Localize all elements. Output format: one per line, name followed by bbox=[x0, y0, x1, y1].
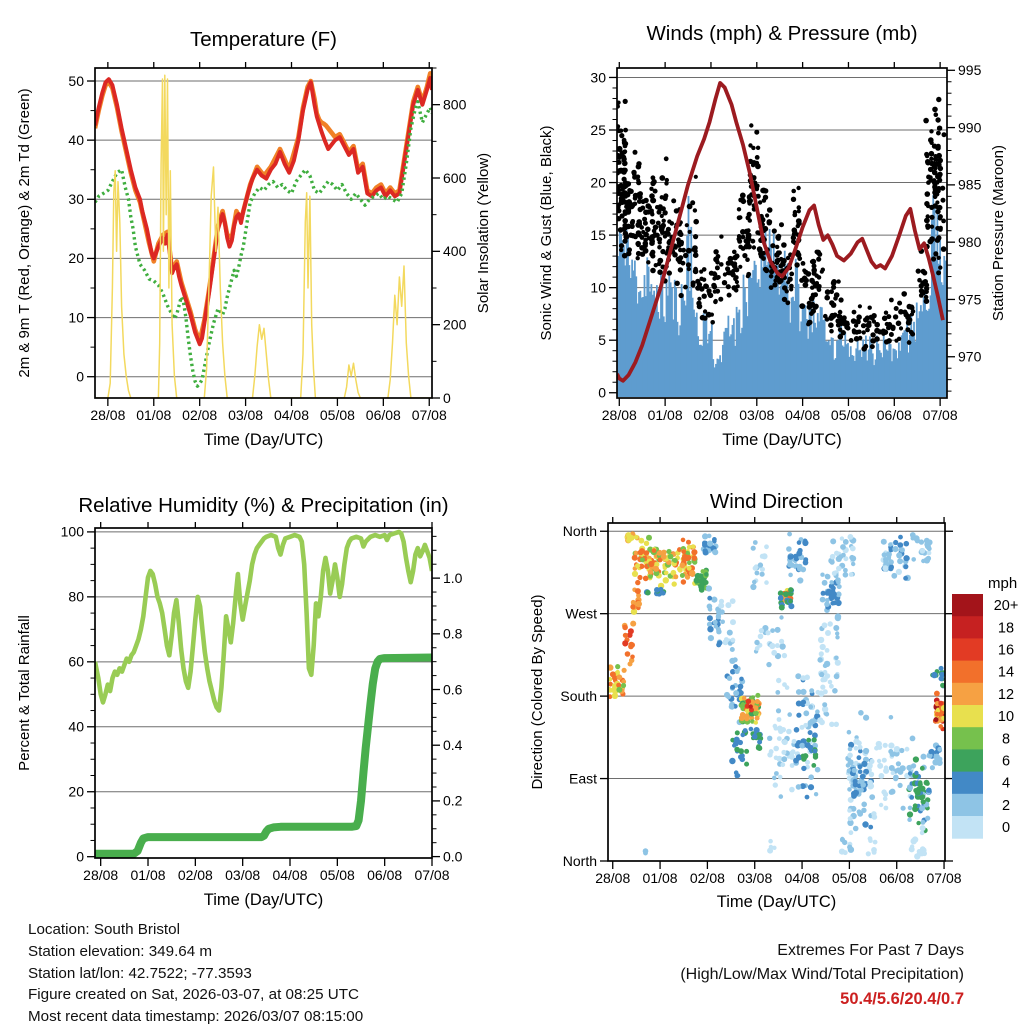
y-tick-label: 20 bbox=[590, 174, 606, 191]
y-tick-label: 10 bbox=[590, 279, 606, 296]
y-right-tick-label: 600 bbox=[443, 169, 467, 186]
y-tick-label: South bbox=[560, 687, 597, 704]
colorbar-cell bbox=[952, 772, 983, 795]
x-tick-label: 03/08 bbox=[225, 867, 261, 883]
x-tick-label: 04/08 bbox=[784, 870, 820, 886]
station-elevation: Station elevation: 349.64 m bbox=[28, 942, 213, 960]
wind-direction-dots bbox=[606, 531, 947, 859]
x-tick-label: 02/08 bbox=[693, 407, 729, 423]
y-right-tick-label: 0.0 bbox=[443, 848, 463, 865]
temperature-ylabel-left: 2m & 9m T (Red, Orange) & 2m Td (Green) bbox=[16, 88, 33, 378]
humidity-precip-panel bbox=[16, 494, 463, 909]
colorbar-cell bbox=[952, 616, 983, 639]
humidity-precip-title: Relative Humidity (%) & Precipitation (in) bbox=[78, 494, 449, 517]
colorbar-label: 2 bbox=[1001, 797, 1011, 814]
temperature-ylabel-right: Solar Insolation (Yellow) bbox=[475, 152, 492, 314]
colorbar-cell bbox=[952, 661, 983, 684]
recent-data-timestamp: Most recent data timestamp: 2026/03/07 08:15:00 bbox=[28, 1008, 364, 1026]
x-tick-label: 05/08 bbox=[319, 407, 355, 423]
colorbar-cell bbox=[952, 594, 983, 617]
y-right-tick-label: 985 bbox=[958, 176, 982, 193]
colorbar-label: 18 bbox=[997, 620, 1015, 637]
x-tick-label: 03/08 bbox=[228, 407, 264, 423]
y-tick-label: East bbox=[568, 770, 597, 787]
y-tick-label: 100 bbox=[60, 523, 84, 540]
colorbar-label: 12 bbox=[997, 686, 1015, 703]
x-tick-label: 05/08 bbox=[830, 407, 866, 423]
y-right-tick-label: 980 bbox=[958, 233, 982, 250]
speed-colorbar bbox=[952, 575, 1018, 839]
dewpoint-2m-green bbox=[95, 102, 432, 387]
x-tick-label: 04/08 bbox=[272, 867, 308, 883]
y-tick-label: West bbox=[565, 605, 597, 622]
x-tick-label: 07/08 bbox=[414, 867, 450, 883]
colorbar-label: 0 bbox=[1001, 820, 1011, 837]
winds-pressure-panel bbox=[538, 22, 1007, 449]
x-tick-label: 28/08 bbox=[595, 870, 631, 886]
y-right-tick-label: 0.8 bbox=[443, 625, 463, 642]
y-tick-label: 15 bbox=[590, 226, 606, 243]
y-right-tick-label: 0.4 bbox=[443, 737, 463, 754]
y-right-tick-label: 0 bbox=[443, 389, 451, 406]
y-right-tick-label: 995 bbox=[958, 62, 982, 79]
y-tick-label: 0 bbox=[76, 848, 84, 865]
y-tick-label: 0 bbox=[598, 384, 606, 401]
colorbar-cell bbox=[952, 794, 983, 817]
y-tick-label: 25 bbox=[590, 121, 606, 138]
x-tick-label: 01/08 bbox=[647, 407, 683, 423]
extremes-subtitle: (High/Low/Max Wind/Total Precipitation) bbox=[680, 966, 964, 983]
wind-direction-xlabel: Time (Day/UTC) bbox=[716, 893, 837, 911]
colorbar-cell bbox=[952, 749, 983, 772]
colorbar-cell bbox=[952, 727, 983, 750]
x-tick-label: 28/08 bbox=[83, 867, 119, 883]
y-right-tick-label: 970 bbox=[958, 348, 982, 365]
extremes-title: Extremes For Past 7 Days bbox=[777, 942, 964, 959]
x-tick-label: 03/08 bbox=[737, 870, 773, 886]
x-tick-label: 28/08 bbox=[601, 407, 637, 423]
colorbar-label: 10 bbox=[997, 709, 1015, 726]
x-tick-label: 05/08 bbox=[319, 867, 355, 883]
y-right-tick-label: 990 bbox=[958, 119, 982, 136]
x-tick-label: 06/08 bbox=[367, 867, 403, 883]
extremes-values: 50.4/5.6/20.4/0.7 bbox=[840, 990, 964, 1008]
x-tick-label: 04/08 bbox=[273, 407, 310, 423]
station-info-block bbox=[28, 919, 363, 1028]
winds-pressure-title: Winds (mph) & Pressure (mb) bbox=[646, 22, 918, 45]
station-location: Location: South Bristol bbox=[28, 921, 180, 938]
x-tick-label: 06/08 bbox=[876, 407, 912, 423]
temperature-xlabel: Time (Day/UTC) bbox=[203, 431, 324, 449]
y-tick-label: North bbox=[562, 852, 597, 869]
colorbar-cell bbox=[952, 683, 983, 706]
y-right-tick-label: 0.6 bbox=[443, 681, 463, 698]
x-tick-label: 04/08 bbox=[785, 407, 821, 423]
y-tick-label: 20 bbox=[68, 250, 84, 267]
y-right-tick-label: 975 bbox=[958, 291, 982, 308]
y-tick-label: 60 bbox=[68, 653, 84, 670]
relative-humidity bbox=[95, 532, 432, 711]
y-right-tick-label: 0.2 bbox=[443, 792, 463, 809]
x-tick-label: 01/08 bbox=[130, 867, 166, 883]
colorbar-label: 4 bbox=[1001, 775, 1011, 792]
x-tick-label: 07/08 bbox=[411, 407, 447, 423]
y-tick-label: 80 bbox=[68, 588, 84, 605]
colorbar-title: mph bbox=[988, 575, 1018, 592]
wind-direction-title: Wind Direction bbox=[709, 490, 844, 513]
x-tick-label: 05/08 bbox=[831, 870, 867, 886]
humidity-precip-ylabel-left: Percent & Total Rainfall bbox=[16, 615, 33, 771]
temp-2m-red bbox=[95, 78, 432, 344]
x-tick-label: 01/08 bbox=[136, 407, 172, 423]
temperature-title: Temperature (F) bbox=[190, 28, 337, 51]
colorbar-label: 8 bbox=[1001, 731, 1011, 748]
x-tick-label: 02/08 bbox=[177, 867, 213, 883]
y-right-tick-label: 400 bbox=[443, 243, 467, 260]
x-tick-label: 06/08 bbox=[365, 407, 401, 423]
wind-direction-ylabel-left: Direction (Colored By Speed) bbox=[529, 594, 546, 790]
x-tick-label: 07/08 bbox=[922, 407, 958, 423]
y-right-tick-label: 800 bbox=[443, 96, 467, 113]
temperature-panel bbox=[16, 28, 492, 449]
colorbar-cell bbox=[952, 816, 983, 839]
colorbar-label: 16 bbox=[997, 642, 1015, 659]
extremes-block bbox=[680, 939, 964, 1011]
y-tick-label: 5 bbox=[598, 331, 606, 348]
y-tick-label: 40 bbox=[68, 131, 84, 148]
wind-direction-panel bbox=[529, 490, 962, 911]
x-tick-label: 07/08 bbox=[926, 870, 962, 886]
y-tick-label: 10 bbox=[68, 309, 84, 326]
y-right-tick-label: 200 bbox=[443, 316, 467, 333]
humidity-precip-xlabel: Time (Day/UTC) bbox=[203, 891, 324, 909]
winds-pressure-xlabel: Time (Day/UTC) bbox=[722, 431, 842, 449]
winds-pressure-ylabel-left: Sonic Wind & Gust (Blue, Black) bbox=[538, 125, 555, 341]
temp-9m-orange bbox=[95, 73, 432, 341]
x-tick-label: 01/08 bbox=[642, 870, 678, 886]
x-tick-label: 06/08 bbox=[879, 870, 915, 886]
colorbar-label: 6 bbox=[1001, 753, 1011, 770]
winds-pressure-ylabel-right: Station Pressure (Maroon) bbox=[990, 145, 1007, 321]
colorbar-cell bbox=[952, 638, 983, 661]
x-tick-label: 03/08 bbox=[739, 407, 775, 423]
y-tick-label: 30 bbox=[590, 69, 606, 86]
x-tick-label: 02/08 bbox=[689, 870, 725, 886]
colorbar-label: 14 bbox=[997, 664, 1015, 681]
y-tick-label: 50 bbox=[68, 72, 84, 89]
x-tick-label: 28/08 bbox=[90, 407, 126, 423]
station-latlon: Station lat/lon: 42.7522; -77.3593 bbox=[28, 964, 252, 982]
y-right-tick-label: 1.0 bbox=[443, 569, 463, 586]
y-tick-label: 0 bbox=[76, 368, 84, 385]
y-tick-label: 40 bbox=[68, 718, 84, 735]
colorbar-cell bbox=[952, 705, 983, 728]
y-tick-label: 30 bbox=[68, 191, 84, 208]
figure-created-timestamp: Figure created on Sat, 2026-03-07, at 08:25 UTC bbox=[28, 986, 359, 1004]
x-tick-label: 02/08 bbox=[182, 407, 218, 423]
colorbar-label: 20+ bbox=[993, 598, 1019, 615]
total-rainfall bbox=[95, 658, 432, 854]
y-tick-label: 20 bbox=[68, 783, 84, 800]
y-tick-label: North bbox=[562, 523, 597, 540]
